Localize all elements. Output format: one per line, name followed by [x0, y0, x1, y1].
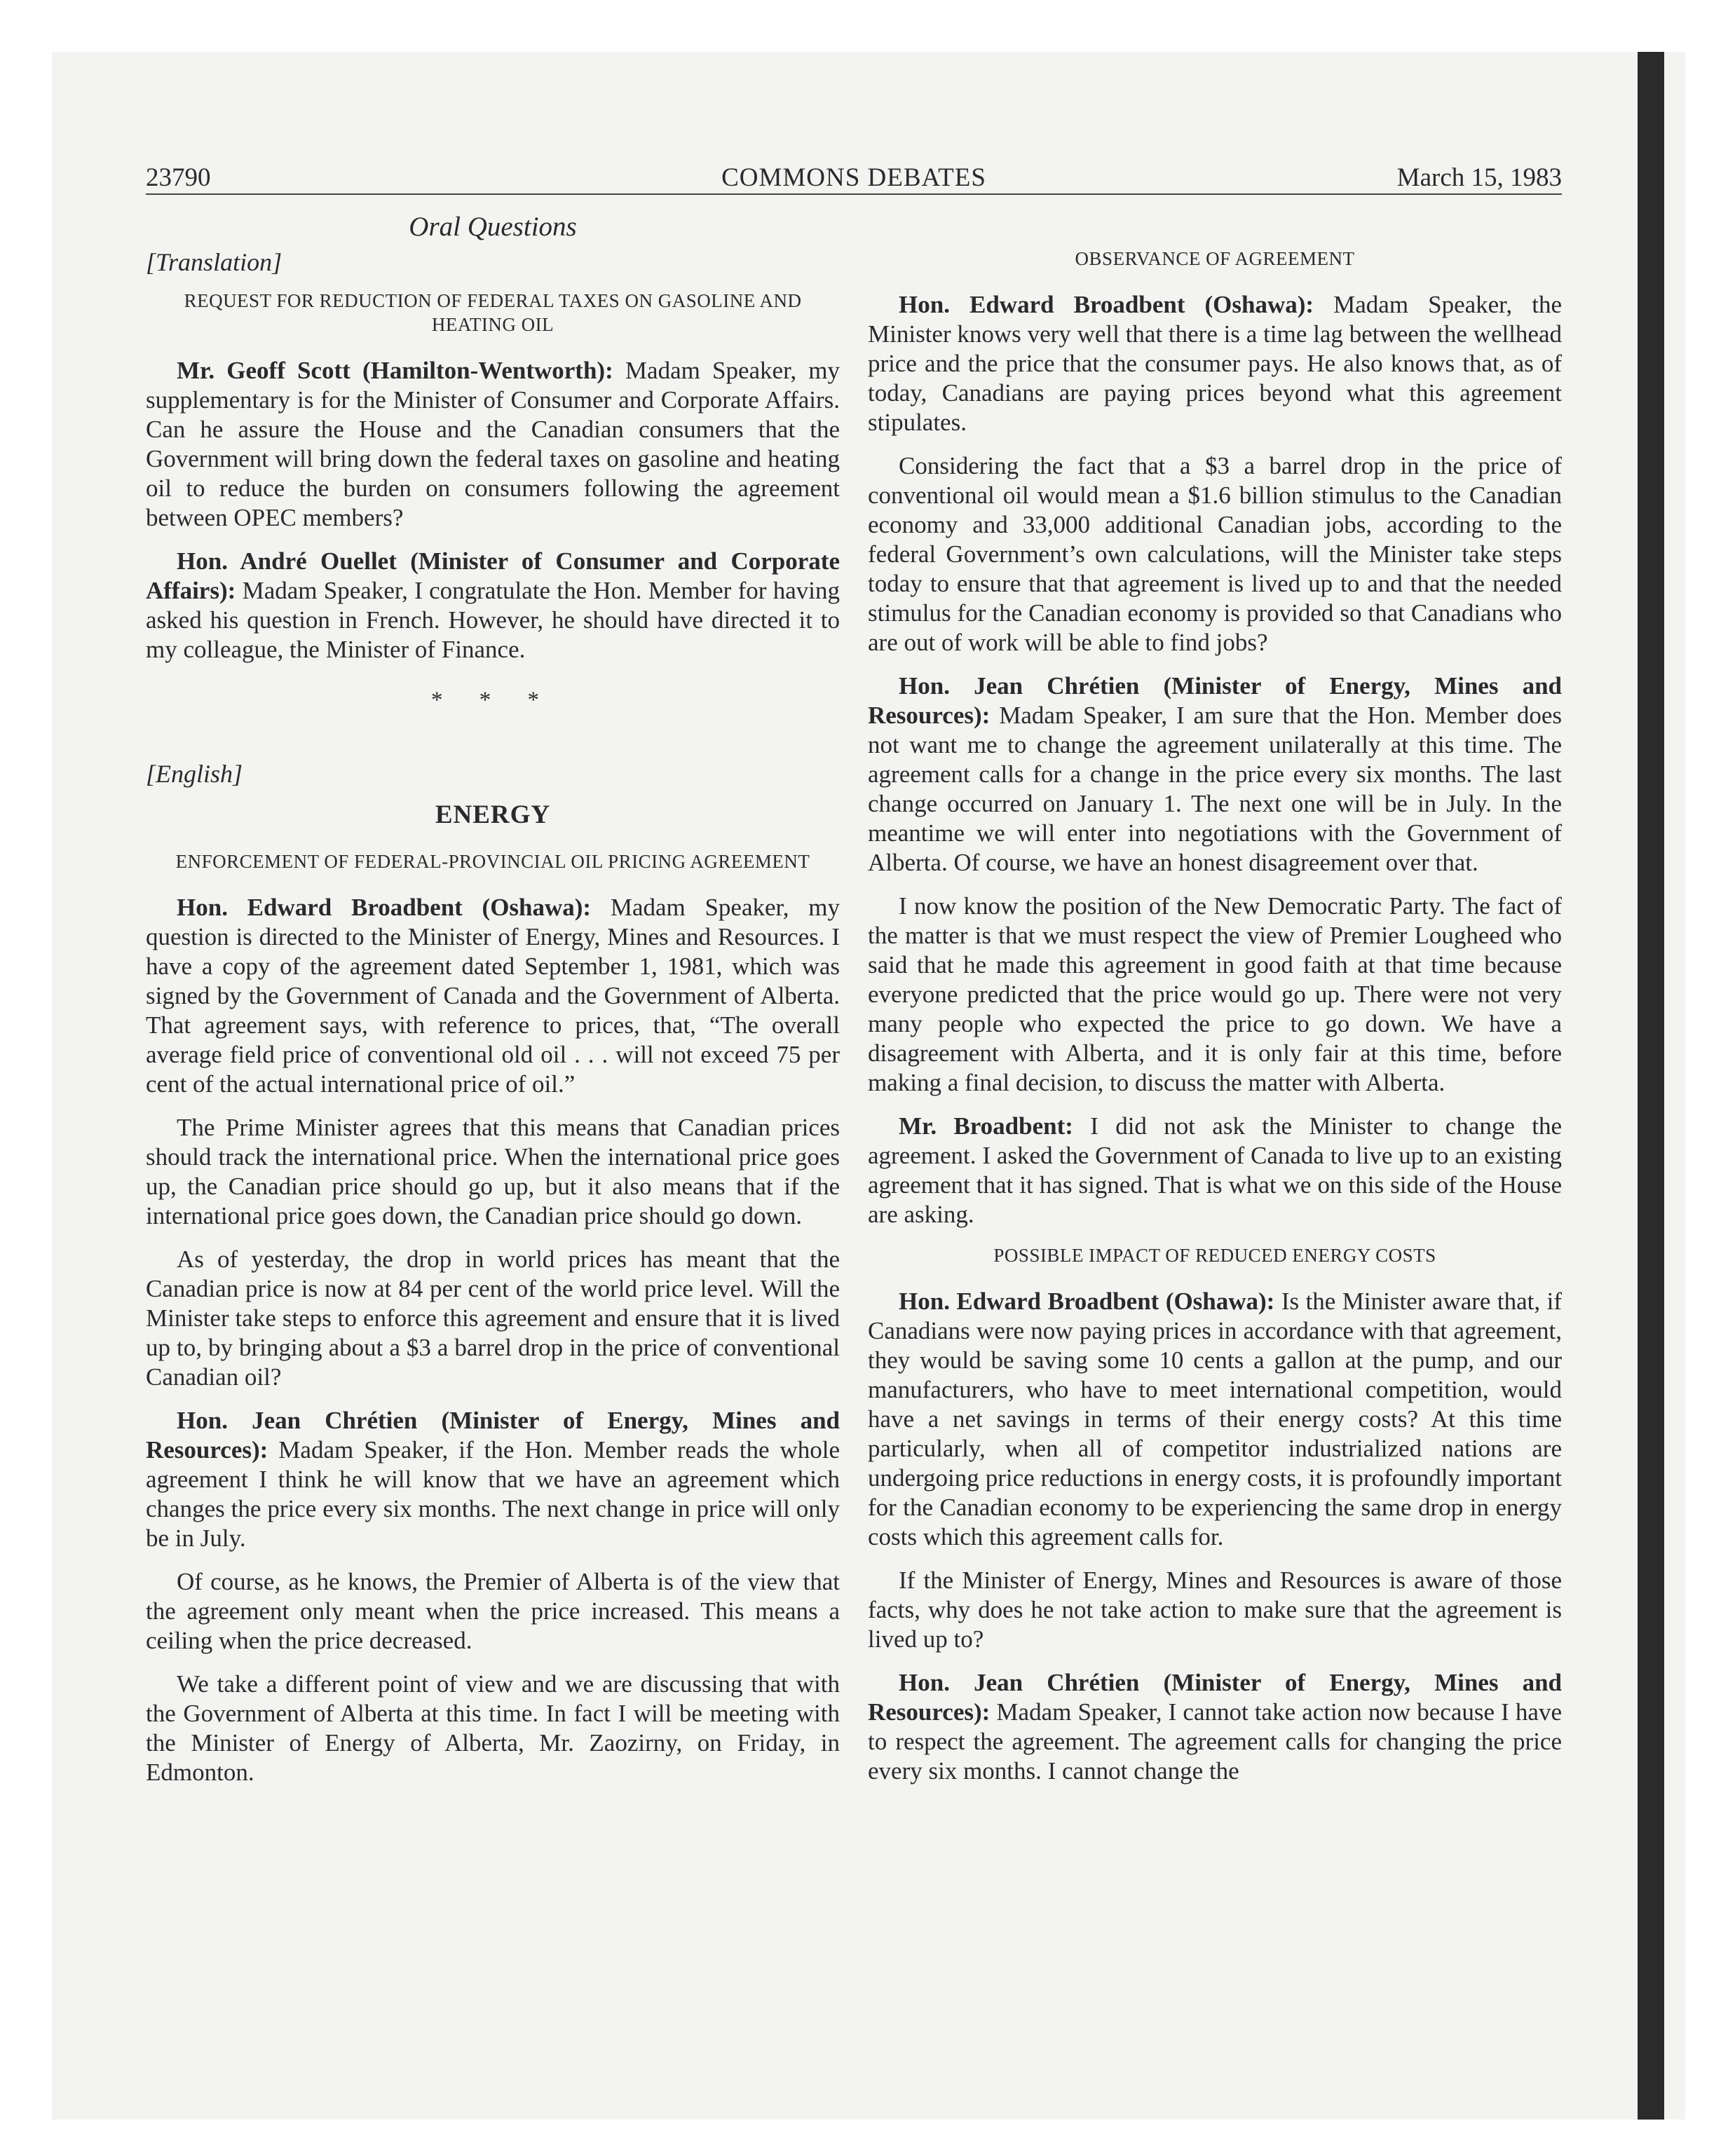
paragraph — [146, 1406, 840, 1553]
speech-text: Madam Speaker, the Minister knows very well that there is a time lag between the wellhead price and the price that the consumer pays. He also knows that, as of today, Canadians are paying prices beyond what this agreement stipulates. — [868, 291, 1562, 436]
subheading-impact: POSSIBLE IMPACT OF REDUCED ENERGY COSTS — [993, 1245, 1436, 1266]
paragraph: As of yesterday, the drop in world prices has meant that the Canadian price is now at 84 per cent of the world price level. Will the Minister take steps to enforce this agreement and ensure that it is lived up to, by bringing about a $3 a barrel drop in the price of conventional Canadian oil? — [146, 1246, 840, 1391]
section-break-stars: * * * — [431, 688, 554, 713]
speaker-name: Hon. Edward Broadbent (Oshawa): — [177, 894, 592, 921]
speech-text: Madam Speaker, I am sure that the Hon. Member does not want me to change the agreement unilaterally at this time. The agreement calls for a change in the price every six months. The last change occurred on January 1. The next one will be in July. In the meantime we will enter into negotiations with the Government of Alberta. Of course, we have an honest disagreement over that. — [868, 702, 1562, 876]
paragraph: Of course, as he knows, the Premier of Alberta is of the view that the agreement only meant when the price increased. This means a ceiling when the price decreased. — [146, 1568, 840, 1654]
page-date: March 15, 1983 — [1396, 163, 1562, 192]
speech-text: Madam Speaker, my question is directed to the Minister of Energy, Mines and Resources. I have a copy of the agreement dated September 1, 1981, which was signed by the Government of Canada and the Government of Alberta. That agreement says, with reference to prices, that, “The overall average field price of conventional old oil . . . will not exceed 75 per cent of the actual international price of oil.” — [146, 894, 840, 1098]
speaker-name: Hon. Jean Chrétien (Minister of Energy, Mines and Resources): — [146, 1407, 840, 1464]
language-tag-english: [English] — [146, 760, 243, 788]
page-header — [146, 160, 1562, 196]
speaker-name: Hon. Edward Broadbent (Oshawa): — [899, 291, 1314, 318]
speech-text: Madam Speaker, I congratulate the Hon. Member for having asked his question in French. However, he should have directed it to my colleague, the Minister of Finance. — [146, 577, 840, 663]
paragraph — [868, 1668, 1562, 1786]
page-number: 23790 — [146, 163, 211, 192]
section-heading: ENERGY — [435, 800, 551, 829]
speaker-name: Mr. Geoff Scott (Hamilton-Wentworth): — [177, 357, 613, 384]
paragraph — [868, 1112, 1562, 1229]
paragraph — [146, 893, 840, 1099]
speaker-name: Hon. Jean Chrétien (Minister of Energy, Mines and Resources): — [868, 672, 1562, 729]
speaker-name: Hon. Jean Chrétien (Minister of Energy, Mines and Resources): — [868, 1669, 1562, 1726]
subheading-tax-reduction: REQUEST FOR REDUCTION OF FEDERAL TAXES ON GASOLINE AND HEATING OIL — [184, 290, 802, 335]
speech-text: I did not ask the Minister to change the agreement. I asked the Government of Canada to live up to an existing agreement that it has signed. That is what we on this side of the House are asking. — [868, 1112, 1562, 1228]
paragraph: Considering the fact that a $3 a barrel drop in the price of conventional oil would mean a $1.6 billion stimulus to the Canadian economy and 33,000 additional Canadian jobs, according to the federal Government’s own calculations, will the Minister take steps today to ensure that that agreement is lived up to and that the needed stimulus for the Canadian economy is provided so that Canadians who are out of work will be able to find jobs? — [868, 452, 1562, 656]
paragraph: We take a different point of view and we are discussing that with the Government of Alberta at this time. In fact I will be meeting with the Minister of Energy of Alberta, Mr. Zaozirny, on Friday, in Edmonton. — [146, 1670, 840, 1786]
left-column — [146, 247, 840, 1801]
paragraph — [146, 356, 840, 533]
paragraph — [868, 1287, 1562, 1552]
language-tag-translation: [Translation] — [146, 248, 283, 276]
paragraph: If the Minister of Energy, Mines and Resources is aware of those facts, why does he not take action to make sure that the agreement is lived up to? — [868, 1567, 1562, 1653]
paragraph — [868, 290, 1562, 437]
running-head: Oral Questions — [409, 212, 577, 242]
paragraph — [146, 547, 840, 664]
speaker-name: Hon. Edward Broadbent (Oshawa): — [899, 1288, 1275, 1315]
header-rule — [146, 193, 1562, 195]
paragraph: The Prime Minister agrees that this means that Canadian prices should track the international price. When the international price goes up, the Canadian price should go up, but it also means that if the international price goes down, the Canadian price should go down. — [146, 1114, 840, 1229]
subheading-observance: OBSERVANCE OF AGREEMENT — [1075, 248, 1355, 269]
right-column — [868, 247, 1562, 1800]
speaker-name: Mr. Broadbent: — [899, 1112, 1073, 1140]
subheading-enforcement: ENFORCEMENT OF FEDERAL-PROVINCIAL OIL PRICING AGREEMENT — [175, 851, 810, 872]
speech-text: Is the Minister aware that, if Canadians were now paying prices in accordance with that agreement, they would be saving some 10 cents a gallon at the pump, and our manufacturers, who have to meet international competition, would have a net savings in terms of their energy costs? At this time particularly, when all of competitor industrialized nations are undergoing price reductions in energy costs, it is profoundly important for the Canadian economy to be experiencing the same drop in energy costs which this agreement calls for. — [868, 1288, 1562, 1550]
paragraph: I now know the position of the New Democratic Party. The fact of the matter is that we must respect the view of Premier Lougheed who said that he made this agreement in good faith at that time because everyone predicted that the price would go up. There were not very many people who expected the price to go down. We have a disagreement with Alberta, and it is only fair at this time, before making a final decision, to discuss the matter with Alberta. — [868, 892, 1562, 1096]
paragraph — [868, 671, 1562, 878]
speaker-name: Hon. André Ouellet (Minister of Consumer and Corporate Affairs): — [146, 547, 840, 604]
speech-text: Madam Speaker, I cannot take action now because I have to respect the agreement. The agreement calls for changing the price every six months. I cannot change the — [868, 1698, 1562, 1785]
speech-text: Madam Speaker, if the Hon. Member reads the whole agreement I think he will know that we have an agreement which changes the price every six months. The next change in price will only be in July. — [146, 1436, 840, 1552]
publication-title: COMMONS DEBATES — [721, 163, 986, 192]
speech-text: Madam Speaker, my supplementary is for the Minister of Consumer and Corporate Affairs. Can he assure the House and the Canadian consumers that the Government will bring down the federal taxes on gasoline and heating oil to reduce the burden on consumers following the agreement between OPEC members? — [146, 357, 840, 531]
